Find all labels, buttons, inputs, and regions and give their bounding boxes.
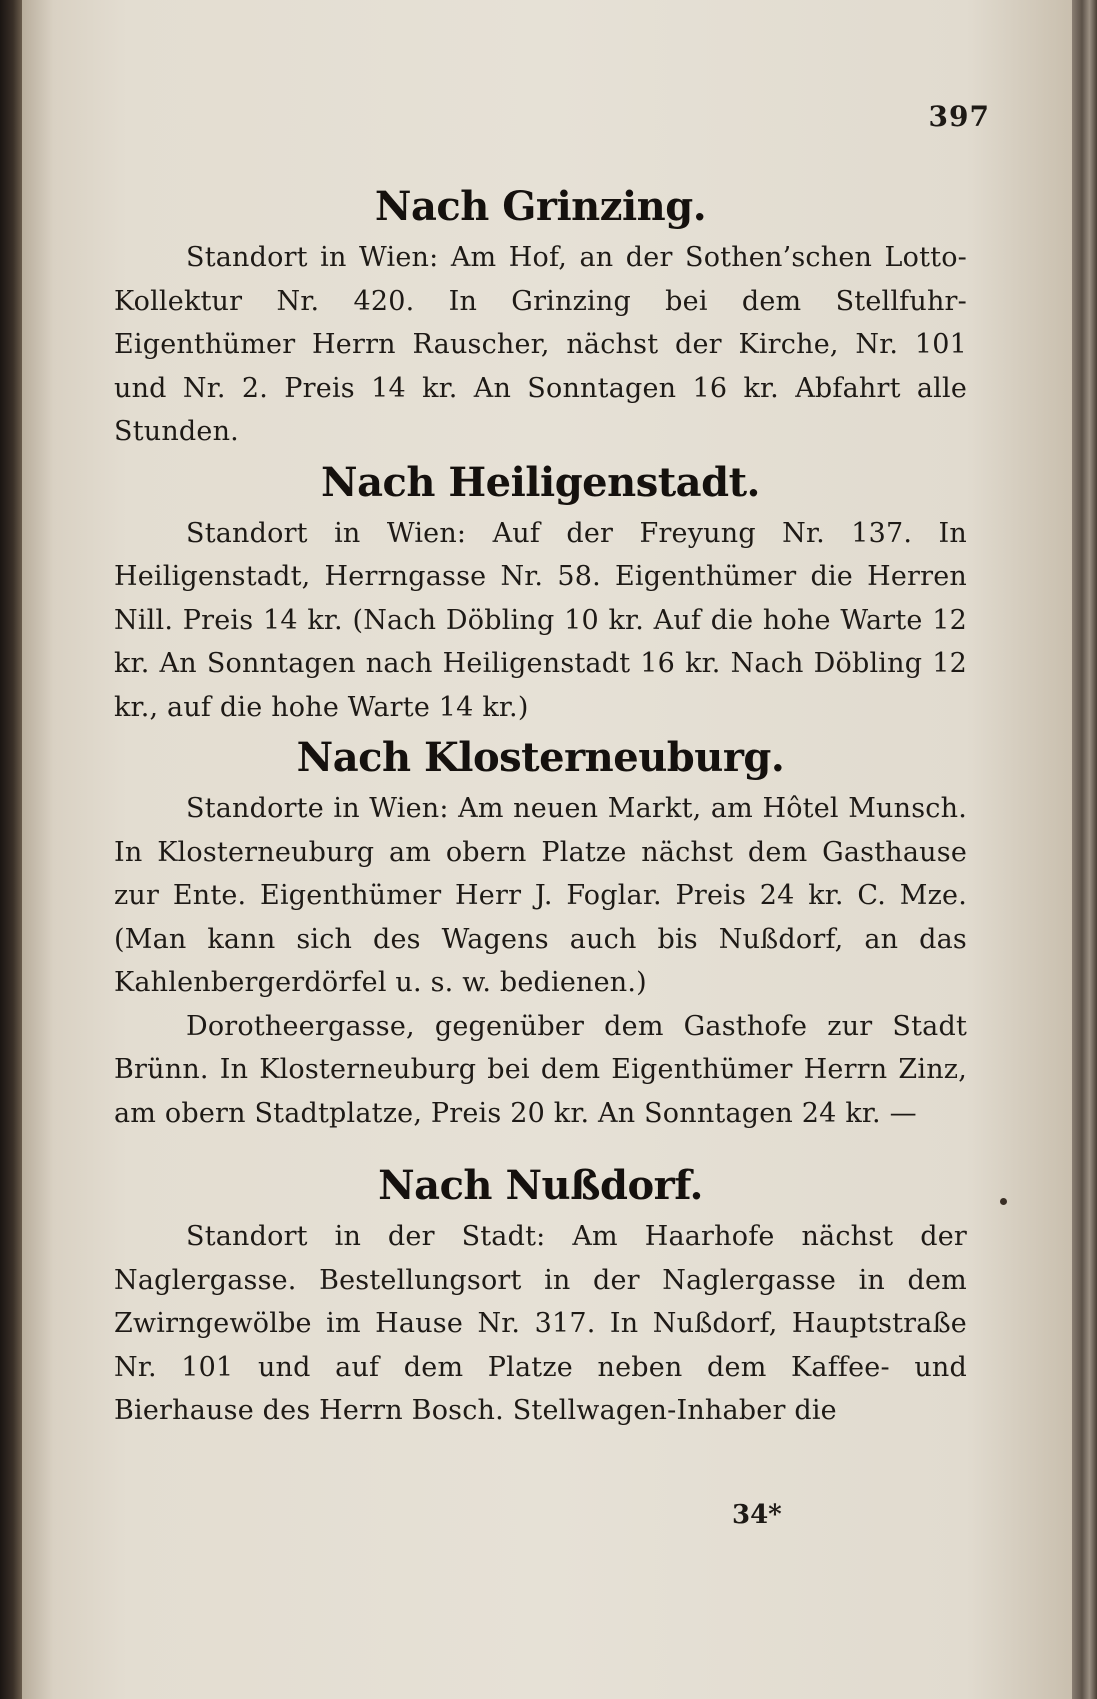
paragraph-klosterneuburg-2: Dorotheergasse, gegenüber dem Gasthofe zur Stadt Brünn. In Klosterneuburg bei dem Eigenthümer Herrn Zinz, am obern Stadtplatze, Preis 20 kr. An Sonntagen 24 kr. — (114, 1010, 967, 1129)
page-number: 397 (928, 100, 990, 133)
ink-spot (1000, 1198, 1007, 1205)
section-title-grinzing: Nach Grinzing. (374, 183, 707, 230)
page-edge (1072, 0, 1097, 1699)
page-content (114, 178, 967, 1433)
section-title-heiligenstadt: Nach Heiligenstadt. (321, 458, 760, 506)
section-title-nussdorf: Nach Nußdorf. (378, 1162, 703, 1209)
paragraph-nussdorf: Standort in der Stadt: Am Haarhofe nächst der Naglergasse. Bestellungsort in der Naglergasse in dem Zwirngewölbe im Hause Nr. 317. In Nußdorf, Hauptstraße Nr. 101 und auf dem Platze neben dem Kaffee- und Bierhause des Herrn Bosch. Stellwagen-Inhaber die (114, 1221, 967, 1426)
paragraph-klosterneuburg-1: Standorte in Wien: Am neuen Markt, am Hôtel Munsch. In Klosterneuburg am obern Platze nächst dem Gasthause zur Ente. Eigenthümer Herr J. Foglar. Preis 24 kr. C. Mze. (Man kann sich des Wagens auch bis Nußdorf, an das Kahlenbergerdörfel u. s. w. bedienen.) (114, 793, 967, 998)
book-page (22, 0, 1072, 1699)
section-title-klosterneuburg: Nach Klosterneuburg. (296, 734, 785, 781)
signature-mark: 34* (732, 1500, 782, 1530)
paragraph-heiligenstadt: Standort in Wien: Auf der Freyung Nr. 137. In Heiligenstadt, Herrngasse Nr. 58. Eigenthümer die Herren Nill. Preis 14 kr. (Nach Döbling 10 kr. Auf die hohe Warte 12 kr. An Sonntagen nach Heiligenstadt 16 kr. Nach Döbling 12 kr., auf die hohe Warte 14 kr.) (114, 517, 967, 723)
paragraph-grinzing: Standort in Wien: Am Hof, an der Sothen’schen Lotto-Kollektur Nr. 420. In Grinzing bei dem Stellfuhr-Eigenthümer Herrn Rauscher, nächst der Kirche, Nr. 101 und Nr. 2. Preis 14 kr. An Sonntagen 16 kr. Abfahrt alle Stunden. (114, 242, 967, 447)
book-spine (0, 0, 22, 1699)
